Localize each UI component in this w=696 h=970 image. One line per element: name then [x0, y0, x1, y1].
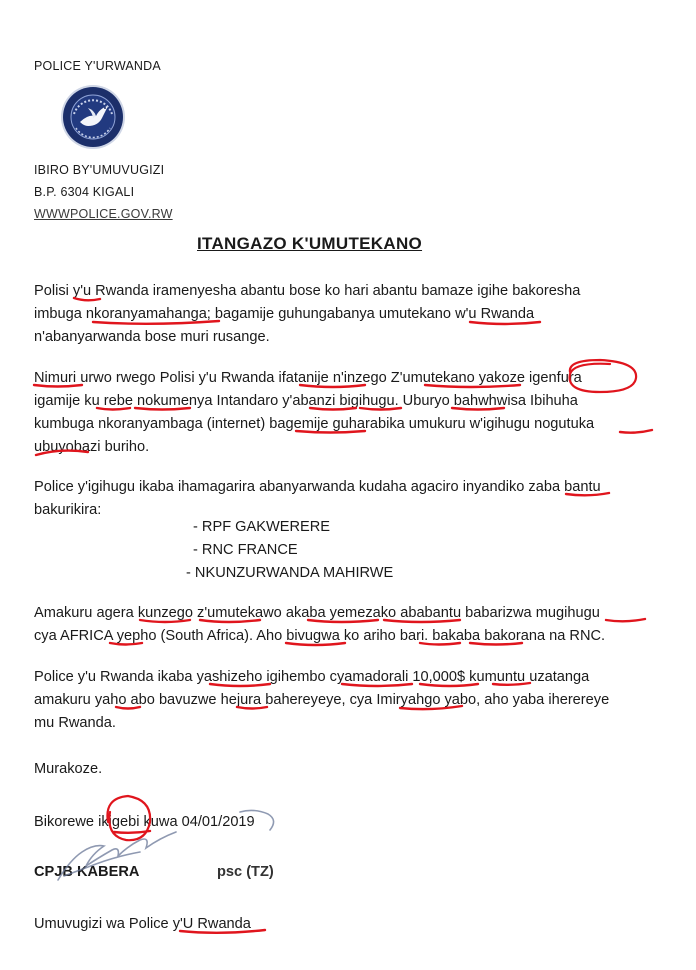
- red-underline: [36, 451, 88, 455]
- red-underline: [296, 431, 365, 433]
- red-underline: [493, 683, 530, 685]
- text-line: ubuyobazi buriho.: [34, 439, 150, 455]
- list-item: - RPF GAKWERERE: [193, 519, 331, 535]
- red-underline: [620, 430, 652, 433]
- red-underline: [342, 684, 412, 686]
- red-circle: [570, 360, 637, 392]
- office-name: IBIRO BY'UMUVUGIZI: [34, 163, 165, 177]
- text-line: Police y'igihugu ikaba ihamagarira abanyarwanda kudaha agaciro inyandiko zaba bantu: [34, 479, 601, 495]
- red-underline: [34, 385, 82, 387]
- signatory-rank: psc (TZ): [217, 864, 274, 880]
- red-underline: [420, 684, 478, 686]
- red-underline: [110, 643, 142, 645]
- red-underline: [74, 298, 100, 300]
- text-line: igamije ku rebe nokumenya Intandaro y'abanzi bigihugu. Uburyo bahwhwisa Ibihuha: [34, 393, 578, 409]
- red-underline: [97, 408, 130, 410]
- red-underline: [452, 408, 504, 410]
- red-underline: [300, 385, 365, 387]
- issue-date-line: Bikorewe ikigebi kuwa 04/01/2019: [34, 814, 255, 830]
- text-line: n'abanyarwanda bose muri rusange.: [34, 329, 270, 345]
- text-line: imbuga nkoranyamahanga; bagamije guhungabanya umutekano w'u Rwanda: [34, 306, 535, 322]
- text-line: amakuru yaho abo bavuzwe hejura bahereyeye, cya Imiryahgo yabo, aho yaba iherereye: [34, 692, 610, 708]
- red-underline: [566, 493, 609, 495]
- red-underline: [470, 643, 522, 645]
- red-underline: [606, 619, 645, 621]
- document-title: ITANGAZO K'UMUTEKANO: [197, 234, 423, 253]
- signatory-position: Umuvugizi wa Police y'U Rwanda: [34, 916, 251, 932]
- website-link[interactable]: WWWPOLICE.GOV.RW: [34, 207, 173, 221]
- organization-name: POLICE Y'URWANDA: [34, 59, 161, 73]
- text-line: mu Rwanda.: [34, 715, 116, 731]
- red-underline: [140, 620, 190, 622]
- red-underline: [308, 620, 378, 622]
- red-underline: [200, 620, 260, 622]
- red-underline: [425, 385, 520, 387]
- red-underline: [116, 707, 140, 709]
- red-underline: [310, 408, 356, 410]
- po-box: B.P. 6304 KIGALI: [34, 185, 135, 199]
- red-underline: [360, 408, 401, 410]
- text-line: kumbuga nkoranyambaga (internet) bagemije guharabika umukuru w'igihugu nogutuka: [34, 416, 595, 432]
- text-line: Polisi y'u Rwanda iramenyesha abantu bose ko hari abantu bamaze igihe bakoresha: [34, 283, 581, 299]
- red-underline: [470, 322, 540, 324]
- red-underline: [135, 408, 190, 410]
- red-underline: [384, 620, 460, 622]
- text-line: bakurikira:: [34, 502, 102, 518]
- red-circle-marks: [107, 360, 636, 840]
- red-underline: [237, 707, 267, 709]
- list-item: - NKUNZURWANDA MAHIRWE: [186, 565, 394, 581]
- red-underline: [400, 706, 462, 709]
- text-line: Police y'u Rwanda ikaba yashizeho igihembo cyamadorali 10,000$ kumuntu uzatanga: [34, 669, 590, 685]
- red-underline: [420, 643, 460, 645]
- red-underline: [93, 321, 219, 324]
- text-line: Nimuri urwo rwego Polisi y'u Rwanda ifatanije n'inzego Z'umutekano yakoze igenfura: [34, 370, 582, 386]
- red-underline: [210, 684, 270, 686]
- text-line: Amakuru agera kunzego z'umutekawo akaba yemezako ababantu babarizwa mugihugu: [34, 605, 600, 621]
- list-item: - RNC FRANCE: [193, 542, 298, 558]
- text-line: cya AFRICA yepho (South Africa). Aho bivugwa ko ariho bari. bakaba bakorana na RNC.: [34, 628, 606, 644]
- closing-thanks: Murakoze.: [34, 761, 103, 777]
- signatory-name: CPJB KABERA: [34, 864, 140, 880]
- red-underline: [180, 930, 265, 933]
- red-underline: [286, 643, 345, 645]
- red-underline-marks: [34, 298, 652, 933]
- handwritten-signature: [58, 810, 274, 880]
